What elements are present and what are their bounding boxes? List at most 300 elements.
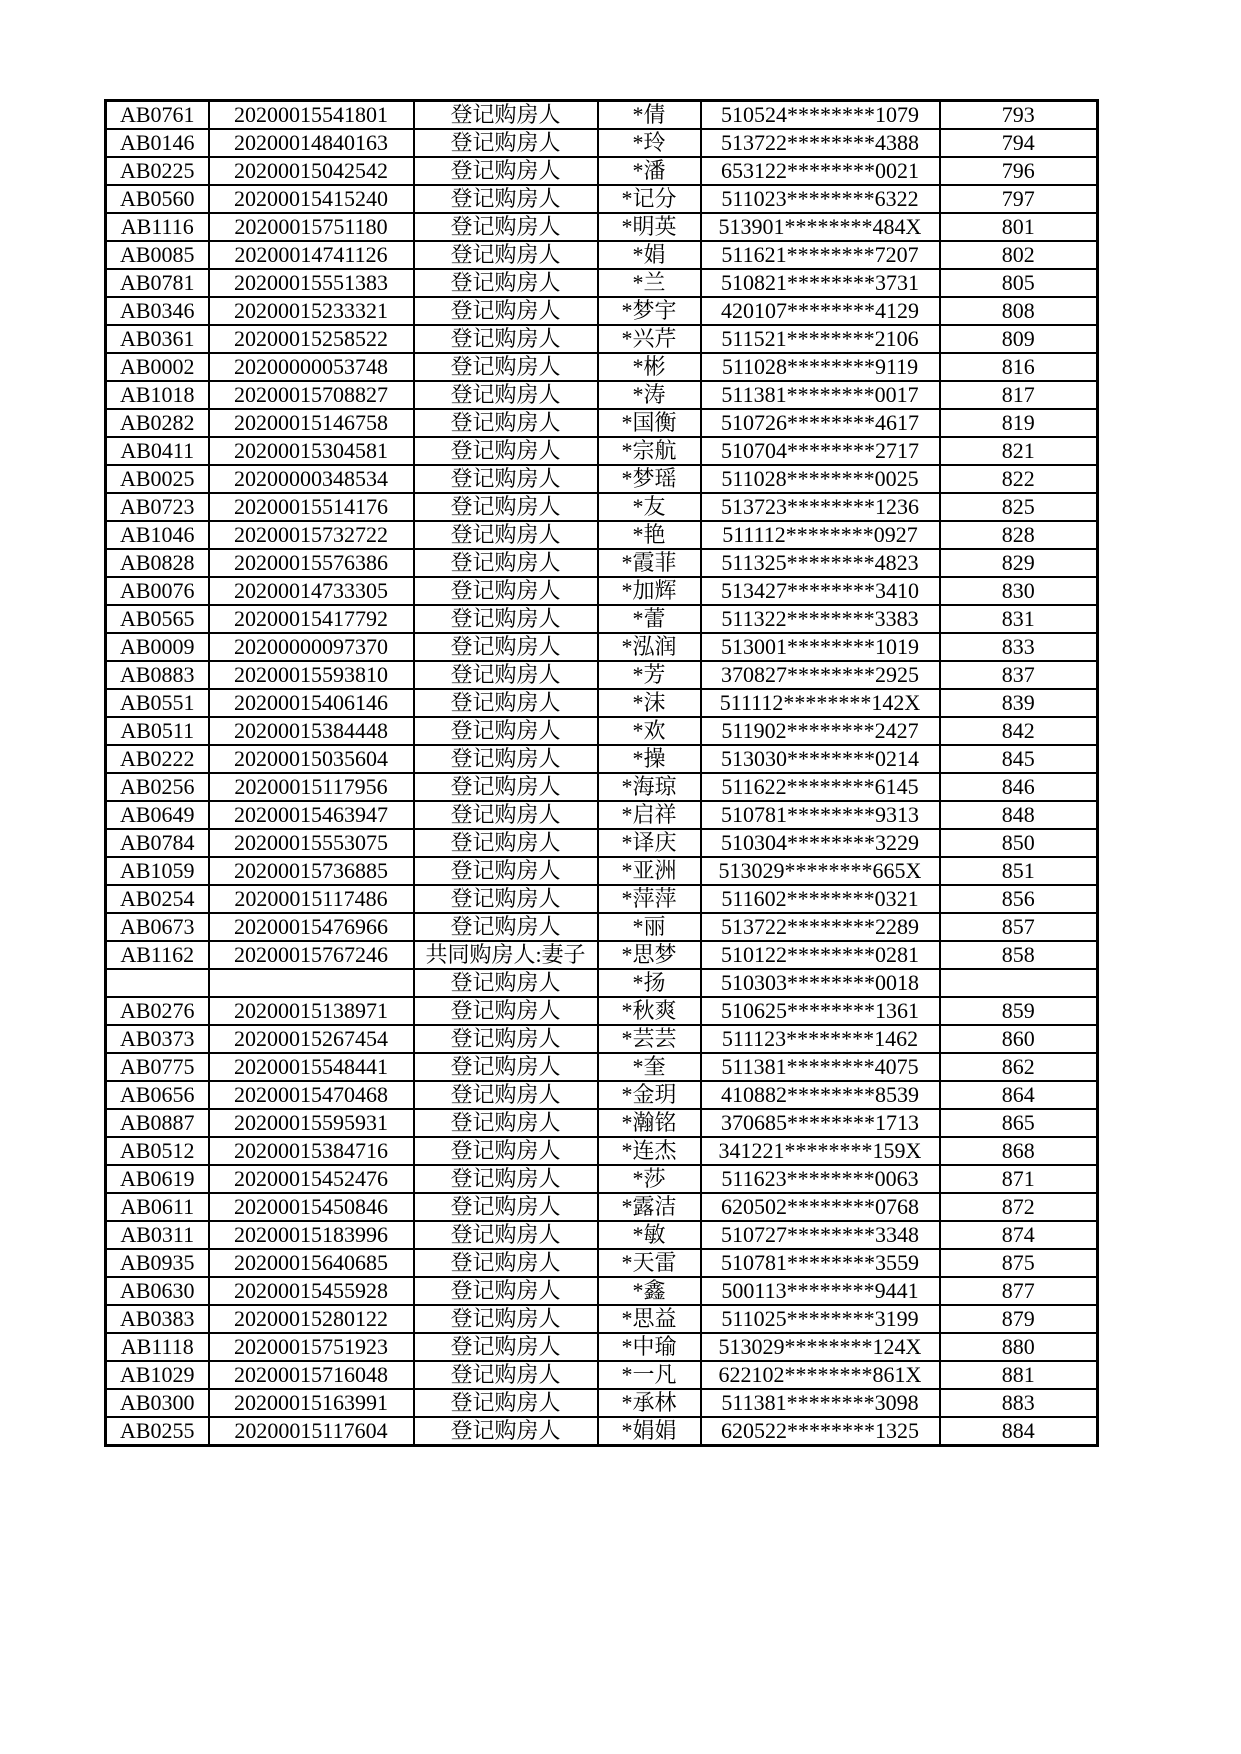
- cell-name: *蕾: [598, 605, 701, 633]
- table-row: [106, 801, 1098, 829]
- cell-id_number: 511381********0017: [701, 381, 940, 409]
- cell-name: *金玥: [598, 1081, 701, 1109]
- cell-id_number: 513722********2289: [701, 913, 940, 941]
- cell-name: *露洁: [598, 1193, 701, 1221]
- cell-code: AB0784: [106, 829, 209, 857]
- table-row: [106, 689, 1098, 717]
- cell-id_number: 511112********0927: [701, 521, 940, 549]
- table-row: [106, 1305, 1098, 1333]
- cell-sequence_number: 851: [940, 857, 1098, 885]
- cell-name: *鑫: [598, 1277, 701, 1305]
- cell-buyer_type: 登记购房人: [414, 885, 598, 913]
- cell-sequence_number: 859: [940, 997, 1098, 1025]
- table-row: [106, 101, 1098, 130]
- cell-code: AB0255: [106, 1417, 209, 1446]
- cell-id_number: 513901********484X: [701, 213, 940, 241]
- cell-buyer_type: 登记购房人: [414, 1361, 598, 1389]
- cell-code: AB0887: [106, 1109, 209, 1137]
- table-row: [106, 941, 1098, 969]
- cell-registration_number: 20200015553075: [209, 829, 414, 857]
- cell-code: AB0560: [106, 185, 209, 213]
- cell-buyer_type: 登记购房人: [414, 773, 598, 801]
- cell-sequence_number: 842: [940, 717, 1098, 745]
- cell-sequence_number: 857: [940, 913, 1098, 941]
- cell-sequence_number: 816: [940, 353, 1098, 381]
- table-row: [106, 913, 1098, 941]
- cell-registration_number: 20200015035604: [209, 745, 414, 773]
- cell-name: *娟娟: [598, 1417, 701, 1446]
- cell-buyer_type: 登记购房人: [414, 493, 598, 521]
- table-row: [106, 241, 1098, 269]
- cell-code: AB0761: [106, 101, 209, 130]
- table-row: [106, 857, 1098, 885]
- cell-buyer_type: 登记购房人: [414, 1249, 598, 1277]
- cell-id_number: 513001********1019: [701, 633, 940, 661]
- cell-code: AB0256: [106, 773, 209, 801]
- cell-sequence_number: 821: [940, 437, 1098, 465]
- cell-sequence_number: 802: [940, 241, 1098, 269]
- cell-name: *亚洲: [598, 857, 701, 885]
- cell-code: AB1046: [106, 521, 209, 549]
- table-row: [106, 1221, 1098, 1249]
- cell-sequence_number: 884: [940, 1417, 1098, 1446]
- cell-id_number: 500113********9441: [701, 1277, 940, 1305]
- cell-buyer_type: 登记购房人: [414, 689, 598, 717]
- cell-registration_number: 20200015751923: [209, 1333, 414, 1361]
- cell-buyer_type: 登记购房人: [414, 997, 598, 1025]
- cell-registration_number: 20200015716048: [209, 1361, 414, 1389]
- cell-code: AB0649: [106, 801, 209, 829]
- cell-name: *译庆: [598, 829, 701, 857]
- cell-buyer_type: 登记购房人: [414, 353, 598, 381]
- cell-id_number: 341221********159X: [701, 1137, 940, 1165]
- cell-registration_number: 20200015384448: [209, 717, 414, 745]
- cell-registration_number: 20200015415240: [209, 185, 414, 213]
- cell-code: AB0883: [106, 661, 209, 689]
- cell-registration_number: 20200015304581: [209, 437, 414, 465]
- cell-registration_number: 20200015767246: [209, 941, 414, 969]
- cell-buyer_type: 登记购房人: [414, 325, 598, 353]
- table-row: [106, 409, 1098, 437]
- cell-sequence_number: 850: [940, 829, 1098, 857]
- cell-buyer_type: 登记购房人: [414, 913, 598, 941]
- cell-buyer_type: 登记购房人: [414, 801, 598, 829]
- cell-sequence_number: 845: [940, 745, 1098, 773]
- cell-id_number: 510303********0018: [701, 969, 940, 997]
- cell-registration_number: 20200015455928: [209, 1277, 414, 1305]
- cell-registration_number: 20200015163991: [209, 1389, 414, 1417]
- cell-name: *中瑜: [598, 1333, 701, 1361]
- cell-registration_number: 20200015470468: [209, 1081, 414, 1109]
- cell-id_number: 510727********3348: [701, 1221, 940, 1249]
- cell-name: *思益: [598, 1305, 701, 1333]
- cell-id_number: 511325********4823: [701, 549, 940, 577]
- cell-id_number: 511623********0063: [701, 1165, 940, 1193]
- table-row: [106, 1193, 1098, 1221]
- cell-id_number: 513723********1236: [701, 493, 940, 521]
- cell-sequence_number: 875: [940, 1249, 1098, 1277]
- cell-registration_number: 20200015406146: [209, 689, 414, 717]
- cell-buyer_type: 登记购房人: [414, 1333, 598, 1361]
- cell-sequence_number: 796: [940, 157, 1098, 185]
- cell-id_number: 511028********9119: [701, 353, 940, 381]
- table-row: [106, 381, 1098, 409]
- cell-buyer_type: 登记购房人: [414, 605, 598, 633]
- cell-code: AB0025: [106, 465, 209, 493]
- cell-sequence_number: 864: [940, 1081, 1098, 1109]
- cell-code: AB1116: [106, 213, 209, 241]
- cell-id_number: 511622********6145: [701, 773, 940, 801]
- cell-buyer_type: 登记购房人: [414, 1417, 598, 1446]
- cell-code: AB0656: [106, 1081, 209, 1109]
- cell-id_number: 513722********4388: [701, 129, 940, 157]
- cell-name: *欢: [598, 717, 701, 745]
- cell-code: AB1029: [106, 1361, 209, 1389]
- cell-id_number: 511602********0321: [701, 885, 940, 913]
- cell-id_number: 513427********3410: [701, 577, 940, 605]
- table-row: [106, 1361, 1098, 1389]
- cell-code: AB0300: [106, 1389, 209, 1417]
- cell-name: *玲: [598, 129, 701, 157]
- cell-sequence_number: 793: [940, 101, 1098, 130]
- cell-sequence_number: 846: [940, 773, 1098, 801]
- cell-code: AB0630: [106, 1277, 209, 1305]
- cell-registration_number: 20200015233321: [209, 297, 414, 325]
- cell-registration_number: 20200014741126: [209, 241, 414, 269]
- cell-name: *奎: [598, 1053, 701, 1081]
- cell-name: *沫: [598, 689, 701, 717]
- cell-id_number: 511028********0025: [701, 465, 940, 493]
- cell-buyer_type: 登记购房人: [414, 1305, 598, 1333]
- cell-id_number: 510524********1079: [701, 101, 940, 130]
- cell-sequence_number: 862: [940, 1053, 1098, 1081]
- cell-sequence_number: 860: [940, 1025, 1098, 1053]
- table-row: [106, 1165, 1098, 1193]
- cell-code: AB0373: [106, 1025, 209, 1053]
- cell-buyer_type: 登记购房人: [414, 185, 598, 213]
- cell-sequence_number: 871: [940, 1165, 1098, 1193]
- cell-code: AB0935: [106, 1249, 209, 1277]
- table-row: [106, 213, 1098, 241]
- cell-registration_number: 20200015280122: [209, 1305, 414, 1333]
- cell-name: *萍萍: [598, 885, 701, 913]
- cell-id_number: 370827********2925: [701, 661, 940, 689]
- cell-registration_number: 20200015514176: [209, 493, 414, 521]
- cell-registration_number: [209, 969, 414, 997]
- cell-sequence_number: 865: [940, 1109, 1098, 1137]
- cell-buyer_type: 登记购房人: [414, 465, 598, 493]
- table-row: [106, 997, 1098, 1025]
- table-row: [106, 1389, 1098, 1417]
- table-row: [106, 745, 1098, 773]
- cell-id_number: 410882********8539: [701, 1081, 940, 1109]
- cell-buyer_type: 登记购房人: [414, 297, 598, 325]
- cell-buyer_type: 登记购房人: [414, 549, 598, 577]
- table-row: [106, 1333, 1098, 1361]
- cell-registration_number: 20200015708827: [209, 381, 414, 409]
- cell-buyer_type: 登记购房人: [414, 661, 598, 689]
- cell-name: *莎: [598, 1165, 701, 1193]
- cell-code: AB0512: [106, 1137, 209, 1165]
- table-row: [106, 885, 1098, 913]
- cell-registration_number: 20200015258522: [209, 325, 414, 353]
- cell-buyer_type: 登记购房人: [414, 1053, 598, 1081]
- cell-sequence_number: 797: [940, 185, 1098, 213]
- cell-sequence_number: 828: [940, 521, 1098, 549]
- cell-id_number: 510726********4617: [701, 409, 940, 437]
- cell-id_number: 511322********3383: [701, 605, 940, 633]
- cell-code: AB0254: [106, 885, 209, 913]
- cell-code: AB1059: [106, 857, 209, 885]
- cell-name: *宗航: [598, 437, 701, 465]
- cell-id_number: 420107********4129: [701, 297, 940, 325]
- cell-registration_number: 20200015463947: [209, 801, 414, 829]
- cell-id_number: 510781********9313: [701, 801, 940, 829]
- cell-id_number: 513030********0214: [701, 745, 940, 773]
- cell-id_number: 370685********1713: [701, 1109, 940, 1137]
- cell-id_number: 511123********1462: [701, 1025, 940, 1053]
- cell-code: AB0565: [106, 605, 209, 633]
- cell-buyer_type: 登记购房人: [414, 1081, 598, 1109]
- cell-name: *涛: [598, 381, 701, 409]
- table-row: [106, 269, 1098, 297]
- table-row: [106, 297, 1098, 325]
- cell-buyer_type: 登记购房人: [414, 1109, 598, 1137]
- cell-code: AB0085: [106, 241, 209, 269]
- cell-code: AB0076: [106, 577, 209, 605]
- cell-id_number: 511023********6322: [701, 185, 940, 213]
- cell-sequence_number: 801: [940, 213, 1098, 241]
- table-row: [106, 1249, 1098, 1277]
- cell-name: *娟: [598, 241, 701, 269]
- cell-id_number: 510704********2717: [701, 437, 940, 465]
- cell-sequence_number: 858: [940, 941, 1098, 969]
- cell-code: AB0361: [106, 325, 209, 353]
- cell-name: *兰: [598, 269, 701, 297]
- cell-sequence_number: 856: [940, 885, 1098, 913]
- cell-buyer_type: 登记购房人: [414, 857, 598, 885]
- table-row: [106, 437, 1098, 465]
- cell-buyer_type: 登记购房人: [414, 1137, 598, 1165]
- table-row: [106, 129, 1098, 157]
- cell-code: AB0828: [106, 549, 209, 577]
- cell-name: *梦瑶: [598, 465, 701, 493]
- table-row: [106, 1053, 1098, 1081]
- cell-id_number: 511112********142X: [701, 689, 940, 717]
- cell-registration_number: 20200015732722: [209, 521, 414, 549]
- table-row: [106, 1417, 1098, 1446]
- cell-code: AB0673: [106, 913, 209, 941]
- cell-sequence_number: 881: [940, 1361, 1098, 1389]
- table-row: [106, 773, 1098, 801]
- cell-code: AB0222: [106, 745, 209, 773]
- table-row: [106, 605, 1098, 633]
- cell-buyer_type: 登记购房人: [414, 129, 598, 157]
- cell-code: AB0311: [106, 1221, 209, 1249]
- cell-registration_number: 20200015117604: [209, 1417, 414, 1446]
- cell-registration_number: 20200015450846: [209, 1193, 414, 1221]
- table-row: [106, 325, 1098, 353]
- cell-registration_number: 20200015138971: [209, 997, 414, 1025]
- cell-id_number: 510304********3229: [701, 829, 940, 857]
- cell-code: AB1018: [106, 381, 209, 409]
- cell-buyer_type: 登记购房人: [414, 1221, 598, 1249]
- cell-id_number: 510122********0281: [701, 941, 940, 969]
- table-row: [106, 185, 1098, 213]
- table-row: [106, 549, 1098, 577]
- cell-sequence_number: 829: [940, 549, 1098, 577]
- cell-registration_number: 20200015183996: [209, 1221, 414, 1249]
- cell-registration_number: 20200015548441: [209, 1053, 414, 1081]
- cell-code: [106, 969, 209, 997]
- cell-buyer_type: 登记购房人: [414, 437, 598, 465]
- cell-buyer_type: 登记购房人: [414, 1277, 598, 1305]
- table-row: [106, 717, 1098, 745]
- cell-buyer_type: 登记购房人: [414, 745, 598, 773]
- cell-name: *芳: [598, 661, 701, 689]
- cell-name: *启祥: [598, 801, 701, 829]
- cell-id_number: 510781********3559: [701, 1249, 940, 1277]
- cell-id_number: 510821********3731: [701, 269, 940, 297]
- cell-buyer_type: 登记购房人: [414, 157, 598, 185]
- cell-name: *友: [598, 493, 701, 521]
- cell-id_number: 513029********124X: [701, 1333, 940, 1361]
- table-row: [106, 353, 1098, 381]
- cell-code: AB0775: [106, 1053, 209, 1081]
- table-row: [106, 1025, 1098, 1053]
- cell-name: *瀚铭: [598, 1109, 701, 1137]
- cell-buyer_type: 登记购房人: [414, 409, 598, 437]
- table-row: [106, 465, 1098, 493]
- table-row: [106, 493, 1098, 521]
- cell-sequence_number: 877: [940, 1277, 1098, 1305]
- cell-code: AB1162: [106, 941, 209, 969]
- cell-sequence_number: 819: [940, 409, 1098, 437]
- cell-code: AB0511: [106, 717, 209, 745]
- cell-name: *丽: [598, 913, 701, 941]
- cell-name: *扬: [598, 969, 701, 997]
- cell-name: *敏: [598, 1221, 701, 1249]
- table-row: [106, 157, 1098, 185]
- table-row: [106, 577, 1098, 605]
- cell-buyer_type: 登记购房人: [414, 213, 598, 241]
- cell-registration_number: 20200015384716: [209, 1137, 414, 1165]
- buyers-table-body: [106, 101, 1098, 1446]
- cell-buyer_type: 登记购房人: [414, 1193, 598, 1221]
- cell-registration_number: 20200015452476: [209, 1165, 414, 1193]
- cell-sequence_number: 837: [940, 661, 1098, 689]
- cell-buyer_type: 登记购房人: [414, 1025, 598, 1053]
- cell-sequence_number: 833: [940, 633, 1098, 661]
- cell-sequence_number: 825: [940, 493, 1098, 521]
- cell-id_number: 511381********3098: [701, 1389, 940, 1417]
- cell-name: *一凡: [598, 1361, 701, 1389]
- cell-sequence_number: 830: [940, 577, 1098, 605]
- cell-name: *芸芸: [598, 1025, 701, 1053]
- cell-name: *天雷: [598, 1249, 701, 1277]
- cell-name: *连杰: [598, 1137, 701, 1165]
- cell-name: *思梦: [598, 941, 701, 969]
- cell-name: *国衡: [598, 409, 701, 437]
- cell-registration_number: 20200015736885: [209, 857, 414, 885]
- cell-registration_number: 20200015267454: [209, 1025, 414, 1053]
- cell-registration_number: 20200015117486: [209, 885, 414, 913]
- cell-code: AB0002: [106, 353, 209, 381]
- cell-registration_number: 20200015751180: [209, 213, 414, 241]
- table-row: [106, 1109, 1098, 1137]
- cell-buyer_type: 登记购房人: [414, 969, 598, 997]
- cell-name: *海琼: [598, 773, 701, 801]
- cell-name: *倩: [598, 101, 701, 130]
- cell-registration_number: 20200000348534: [209, 465, 414, 493]
- cell-registration_number: 20200015117956: [209, 773, 414, 801]
- cell-name: *加辉: [598, 577, 701, 605]
- cell-sequence_number: 872: [940, 1193, 1098, 1221]
- cell-buyer_type: 登记购房人: [414, 521, 598, 549]
- buyers-table: [104, 99, 1099, 1447]
- cell-sequence_number: 883: [940, 1389, 1098, 1417]
- table-row: [106, 969, 1098, 997]
- cell-sequence_number: 808: [940, 297, 1098, 325]
- cell-registration_number: 20200015541801: [209, 101, 414, 130]
- cell-id_number: 620522********1325: [701, 1417, 940, 1446]
- cell-registration_number: 20200015576386: [209, 549, 414, 577]
- cell-registration_number: 20200015042542: [209, 157, 414, 185]
- cell-buyer_type: 登记购房人: [414, 269, 598, 297]
- cell-id_number: 511621********7207: [701, 241, 940, 269]
- cell-name: *秋爽: [598, 997, 701, 1025]
- cell-code: AB1118: [106, 1333, 209, 1361]
- cell-id_number: 511381********4075: [701, 1053, 940, 1081]
- cell-id_number: 620502********0768: [701, 1193, 940, 1221]
- cell-code: AB0282: [106, 409, 209, 437]
- cell-name: *泓润: [598, 633, 701, 661]
- cell-name: *潘: [598, 157, 701, 185]
- cell-id_number: 653122********0021: [701, 157, 940, 185]
- cell-code: AB0611: [106, 1193, 209, 1221]
- cell-registration_number: 20200000053748: [209, 353, 414, 381]
- cell-id_number: 622102********861X: [701, 1361, 940, 1389]
- cell-id_number: 511902********2427: [701, 717, 940, 745]
- cell-buyer_type: 登记购房人: [414, 1165, 598, 1193]
- cell-code: AB0276: [106, 997, 209, 1025]
- cell-buyer_type: 共同购房人:妻子: [414, 941, 598, 969]
- cell-registration_number: 20200014733305: [209, 577, 414, 605]
- cell-id_number: 511025********3199: [701, 1305, 940, 1333]
- cell-buyer_type: 登记购房人: [414, 101, 598, 130]
- cell-buyer_type: 登记购房人: [414, 633, 598, 661]
- cell-sequence_number: 880: [940, 1333, 1098, 1361]
- cell-buyer_type: 登记购房人: [414, 577, 598, 605]
- cell-code: AB0551: [106, 689, 209, 717]
- cell-name: *兴芹: [598, 325, 701, 353]
- cell-registration_number: 20200015146758: [209, 409, 414, 437]
- cell-sequence_number: 805: [940, 269, 1098, 297]
- cell-name: *承林: [598, 1389, 701, 1417]
- cell-registration_number: 20200015595931: [209, 1109, 414, 1137]
- cell-name: *艳: [598, 521, 701, 549]
- cell-code: AB0383: [106, 1305, 209, 1333]
- cell-name: *霞菲: [598, 549, 701, 577]
- table-row: [106, 661, 1098, 689]
- cell-registration_number: 20200015593810: [209, 661, 414, 689]
- cell-sequence_number: 848: [940, 801, 1098, 829]
- cell-registration_number: 20200015417792: [209, 605, 414, 633]
- cell-code: AB0723: [106, 493, 209, 521]
- cell-sequence_number: 831: [940, 605, 1098, 633]
- table-row: [106, 521, 1098, 549]
- table-row: [106, 633, 1098, 661]
